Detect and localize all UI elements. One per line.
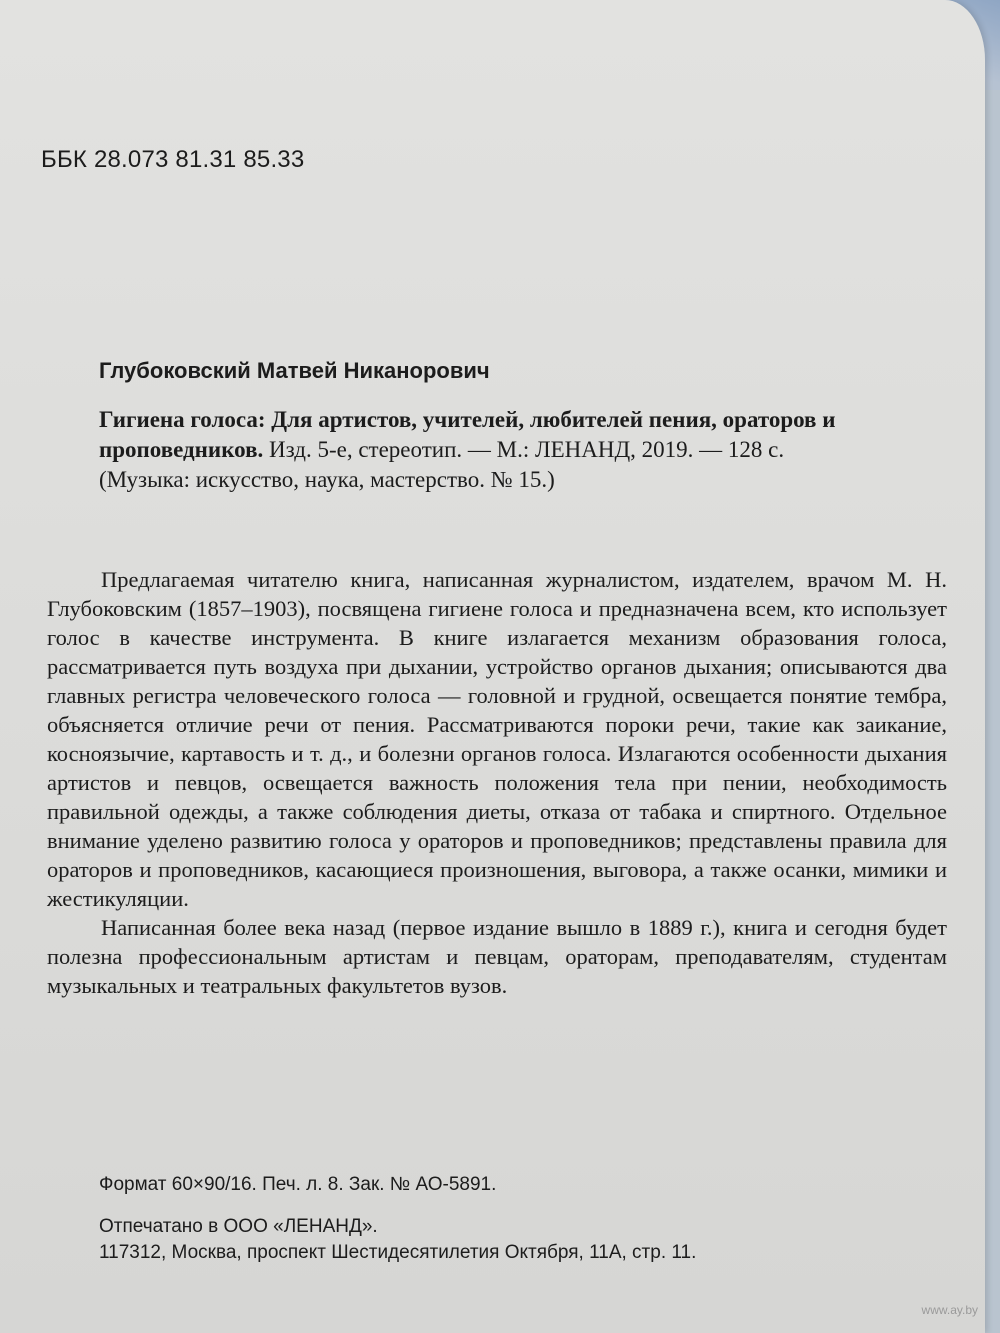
printer-address-line: 117312, Москва, проспект Шестидесятилетия Октября, 11А, стр. 11. — [99, 1242, 697, 1263]
edition-details: Изд. 5-е, стереотип. — М.: ЛЕНАНД, 2019. — 128 с. — [268, 437, 785, 462]
book-title: Гигиена голоса: Для артистов, учителей, любителей пения, ораторов и проповедников. — [99, 407, 836, 462]
annotation-paragraph-1: Предлагаемая читателю книга, написанная журналистом, издателем, врачом М. Н. Глубоковским (1857–1903), посвящена гигиене голоса и предназначена всем, кто использует голос в качестве инструмента. В книге излагается механизм образования голоса, рассматривается путь воздуха при дыхании, устройство органов дыхания; описываются два главных регистра человеческого голоса — головной и грудной, освещается понятие тембра, объясняется отличие речи от пения. Рассматриваются пороки речи, такие как заикание, косноязычие, картавость и т. д., и болезни органов голоса. Излагаются особенности дыхания артистов и певцов, освещается важность положения тела при пении, необходимость правильной одежды, а также соблюдения диеты, отказа от табака и спиртного. Отдельное внимание уделено развитию голоса у ораторов и проповедников; представлены правила для ораторов и проповедников, касающиеся произношения, выговора, а также осанки, мимики и жестикуляции. — [47, 567, 947, 911]
bbk-code: ББК 28.073 81.31 85.33 — [41, 146, 305, 173]
format-line: Формат 60×90/16. Печ. л. 8. Зак. № АО-5891. — [99, 1174, 497, 1195]
imprint — [99, 1172, 696, 1266]
bibliographic-record — [99, 405, 944, 495]
annotation-paragraph-2: Написанная более века назад (первое издание вышло в 1889 г.), книга и сегодня будет полезна профессиональным артистам и певцам, ораторам, преподавателям, студентам музыкальных и театральных факультетов вузов. — [47, 915, 947, 998]
series-info: (Музыка: искусство, наука, мастерство. № 15.) — [99, 467, 555, 492]
annotation — [47, 565, 947, 1000]
printed-by-line: Отпечатано в ООО «ЛЕНАНД». — [99, 1216, 378, 1237]
watermark: www.ay.by — [921, 1303, 978, 1317]
author-name: Глубоковский Матвей Никанорович — [99, 358, 490, 383]
